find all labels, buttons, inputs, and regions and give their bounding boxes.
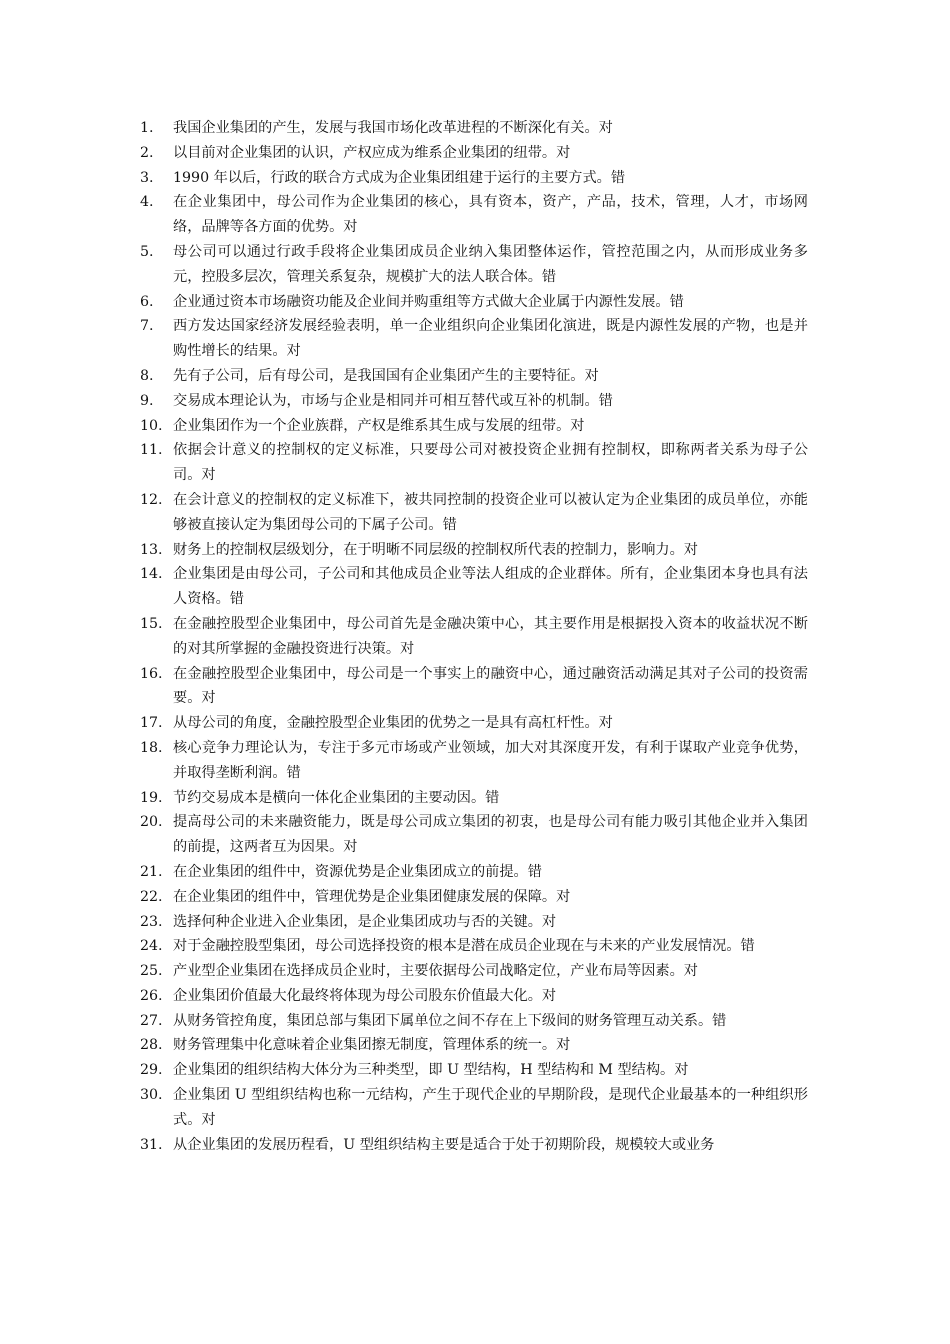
question-number: 13. xyxy=(140,541,163,558)
question-item xyxy=(140,190,808,240)
question-number: 4. xyxy=(140,194,154,211)
question-text: 交易成本理论认为，市场与企业是相同并可相互替代或互补的机制。错 xyxy=(173,392,613,409)
question-list xyxy=(140,116,808,1157)
question-text: 财务上的控制权层级划分，在于明晰不同层级的控制权所代表的控制力，影响力。对 xyxy=(173,541,698,558)
question-text: 从母公司的角度，金融控股型企业集团的优势之一是具有高杠杆性。对 xyxy=(173,715,613,732)
question-item xyxy=(140,414,808,439)
question-text: 以目前对企业集团的认识，产权应成为维系企业集团的纽带。对 xyxy=(173,144,571,161)
question-number: 24. xyxy=(140,938,163,955)
question-number: 8. xyxy=(140,367,154,384)
question-item xyxy=(140,612,808,662)
question-item xyxy=(140,488,808,538)
question-item xyxy=(140,885,808,910)
question-text: 企业集团是由母公司，子公司和其他成员企业等法人组成的企业群体。所有，企业集团本身也具有法人资格。错 xyxy=(173,566,808,608)
question-number: 6. xyxy=(140,293,154,310)
question-number: 2. xyxy=(140,144,154,161)
question-item xyxy=(140,290,808,315)
question-item xyxy=(140,810,808,860)
question-text: 企业集团价值最大化最终将体现为母公司股东价值最大化。对 xyxy=(173,987,557,1004)
question-number: 19. xyxy=(140,789,163,806)
question-item xyxy=(140,1133,808,1158)
question-text: 先有子公司，后有母公司，是我国国有企业集团产生的主要特征。对 xyxy=(173,367,599,384)
question-item xyxy=(140,934,808,959)
question-number: 27. xyxy=(140,1012,163,1029)
question-item xyxy=(140,116,808,141)
question-text: 在企业集团中，母公司作为企业集团的核心，具有资本，资产，产品，技术，管理，人才，市场网络，品牌等各方面的优势。对 xyxy=(173,194,808,236)
question-number: 28. xyxy=(140,1037,163,1054)
question-item xyxy=(140,141,808,166)
question-number: 23. xyxy=(140,913,163,930)
question-number: 12. xyxy=(140,491,163,508)
question-item xyxy=(140,1033,808,1058)
question-text: 在金融控股型企业集团中，母公司是一个事实上的融资中心，通过融资活动满足其对子公司的投资需要。对 xyxy=(173,665,808,707)
question-text: 核心竞争力理论认为，专注于多元市场或产业领域，加大对其深度开发，有利于谋取产业竞争优势，并取得垄断利润。错 xyxy=(173,739,808,781)
question-item xyxy=(140,538,808,563)
question-text: 企业集团作为一个企业族群，产权是维系其生成与发展的纽带。对 xyxy=(173,417,585,434)
question-number: 21. xyxy=(140,863,163,880)
question-item xyxy=(140,910,808,935)
question-text: 企业集团 U 型组织结构也称一元结构，产生于现代企业的早期阶段，是现代企业最基本的一种组织形式。对 xyxy=(173,1087,808,1128)
question-number: 5. xyxy=(140,243,154,260)
question-text: 依据会计意义的控制权的定义标准，只要母公司对被投资企业拥有控制权，即称两者关系为母子公司。对 xyxy=(173,442,808,484)
question-number: 29. xyxy=(140,1062,163,1079)
question-text: 产业型企业集团在选择成员企业时，主要依据母公司战略定位，产业布局等因素。对 xyxy=(173,963,698,980)
question-text: 从财务管控角度，集团总部与集团下属单位之间不存在上下级间的财务管理互动关系。错 xyxy=(173,1012,727,1029)
question-text: 对于金融控股型集团，母公司选择投资的根本是潜在成员企业现在与未来的产业发展情况。错 xyxy=(173,938,755,955)
question-text: 选择何种企业进入企业集团，是企业集团成功与否的关键。对 xyxy=(173,913,557,930)
question-item xyxy=(140,736,808,786)
question-number: 26. xyxy=(140,987,163,1004)
question-text: 企业通过资本市场融资功能及企业间并购重组等方式做大企业属于内源性发展。错 xyxy=(173,293,684,310)
question-text: 我国企业集团的产生，发展与我国市场化改革进程的不断深化有关。对 xyxy=(173,120,613,136)
question-item xyxy=(140,959,808,984)
question-item xyxy=(140,166,808,191)
question-text: 企业集团的组织结构大体分为三种类型，即 U 型结构，H 型结构和 M 型结构。对 xyxy=(173,1062,689,1079)
question-item xyxy=(140,562,808,612)
question-number: 20. xyxy=(140,814,163,831)
question-number: 22. xyxy=(140,888,163,905)
question-number: 17. xyxy=(140,715,163,732)
question-text: 1990 年以后，行政的联合方式成为企业集团组建于运行的主要方式。错 xyxy=(173,169,626,186)
question-text: 节约交易成本是横向一体化企业集团的主要动因。错 xyxy=(173,789,500,806)
question-number: 25. xyxy=(140,963,163,980)
question-item xyxy=(140,389,808,414)
question-item xyxy=(140,711,808,736)
question-text: 母公司可以通过行政手段将企业集团成员企业纳入集团整体运作，管控范围之内，从而形成业务多元，控股多层次，管理关系复杂，规模扩大的法人联合体。错 xyxy=(173,243,808,285)
question-text: 财务管理集中化意味着企业集团擦无制度，管理体系的统一。对 xyxy=(173,1037,571,1054)
question-number: 30. xyxy=(140,1087,163,1104)
question-text: 西方发达国家经济发展经验表明，单一企业组织向企业集团化演进，既是内源性发展的产物，也是并购性增长的结果。对 xyxy=(173,318,808,360)
question-number: 16. xyxy=(140,665,163,682)
question-number: 1. xyxy=(140,120,154,136)
question-number: 14. xyxy=(140,566,163,583)
question-item xyxy=(140,786,808,811)
question-number: 7. xyxy=(140,318,154,335)
question-text: 从企业集团的发展历程看，U 型组织结构主要是适合于处于初期阶段，规模较大或业务 xyxy=(173,1136,715,1153)
question-item xyxy=(140,662,808,712)
question-item xyxy=(140,240,808,290)
question-item xyxy=(140,860,808,885)
question-number: 3. xyxy=(140,169,154,186)
question-number: 9. xyxy=(140,392,154,409)
question-item xyxy=(140,1083,808,1133)
question-text: 提高母公司的未来融资能力，既是母公司成立集团的初衷，也是母公司有能力吸引其他企业并入集团的前提，这两者互为因果。对 xyxy=(173,814,808,856)
question-item xyxy=(140,364,808,389)
question-item xyxy=(140,314,808,364)
question-text: 在企业集团的组件中，资源优势是企业集团成立的前提。错 xyxy=(173,863,542,880)
question-item xyxy=(140,1058,808,1083)
question-number: 11. xyxy=(140,442,163,459)
question-text: 在会计意义的控制权的定义标准下，被共同控制的投资企业可以被认定为企业集团的成员单位，亦能够被直接认定为集团母公司的下属子公司。错 xyxy=(173,491,808,533)
question-number: 18. xyxy=(140,739,163,756)
question-number: 10. xyxy=(140,417,163,434)
question-item xyxy=(140,984,808,1009)
question-text: 在金融控股型企业集团中，母公司首先是金融决策中心，其主要作用是根据投入资本的收益状况不断的对其所掌握的金融投资进行决策。对 xyxy=(173,615,808,657)
question-text: 在企业集团的组件中，管理优势是企业集团健康发展的保障。对 xyxy=(173,888,571,905)
question-number: 31. xyxy=(140,1136,163,1153)
question-item xyxy=(140,1009,808,1034)
question-number: 15. xyxy=(140,615,163,632)
question-item xyxy=(140,438,808,488)
